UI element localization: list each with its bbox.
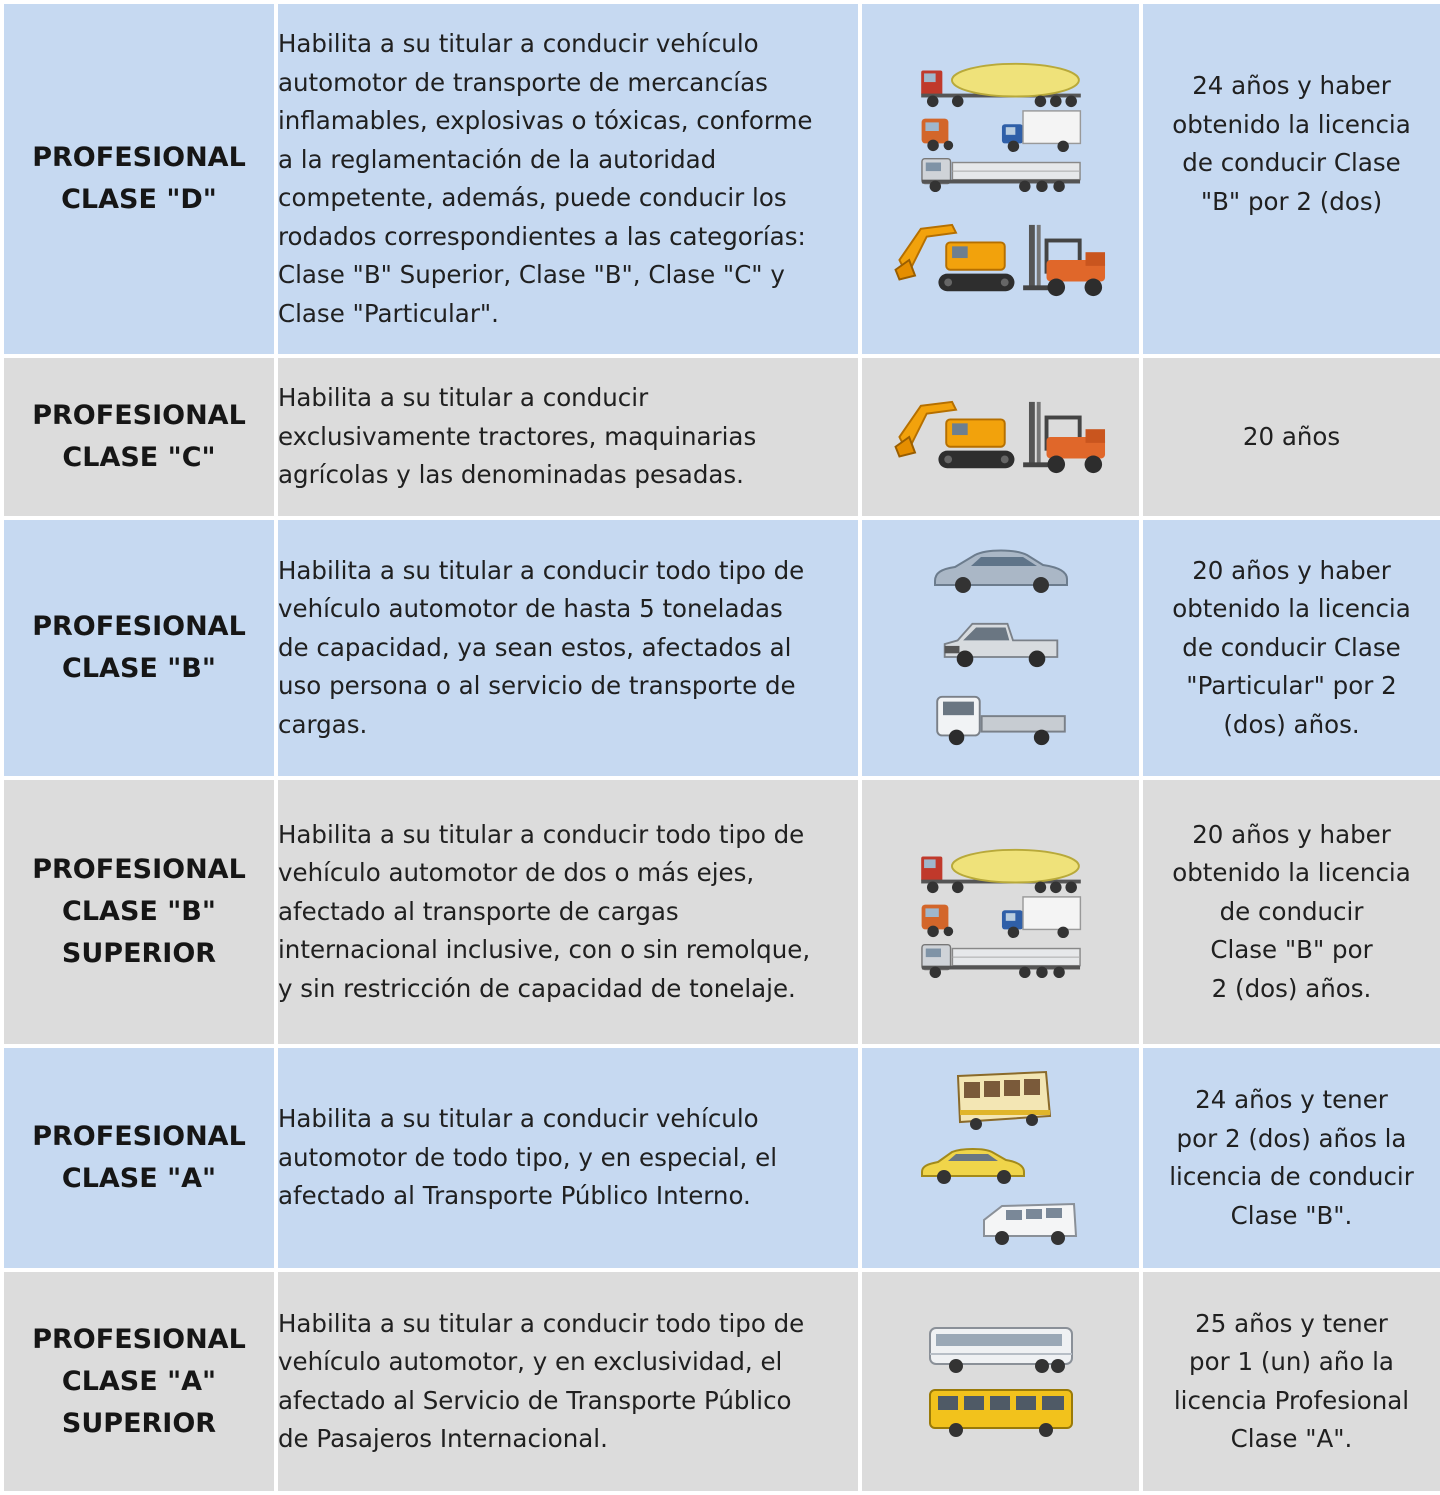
box-truck-icon [916, 895, 1086, 939]
license-class-title: PROFESIONAL CLASE "C" [2, 356, 276, 518]
vehicle-images [860, 356, 1141, 518]
sedan-icon [931, 547, 1071, 595]
license-row-clase-b-superior [2, 778, 1440, 1046]
license-row-clase-a-superior [2, 1270, 1440, 1493]
tanker-truck-icon [916, 59, 1086, 109]
license-description: Habilita a su titular a conducir todo tipo de vehículo automotor de dos o más ejes, afectado al transporte de cargas internacional inclusive, con o sin remolque, y sin restricción de capacidad de tonelaje. [276, 778, 860, 1046]
license-class-title: PROFESIONAL CLASE "B" SUPERIOR [2, 778, 276, 1046]
license-requirement: 24 años y tener por 2 (dos) años la licencia de conducir Clase "B". [1141, 1046, 1440, 1270]
license-row-clase-c [2, 356, 1440, 518]
license-requirement: 20 años y haber obtenido la licencia de conducir Clase "Particular" por 2 (dos) años. [1141, 518, 1440, 778]
taxi-icon [918, 1144, 1028, 1186]
license-row-clase-a [2, 1046, 1440, 1270]
city-bus-icon [954, 1070, 1054, 1132]
minibus-icon [980, 1198, 1080, 1246]
license-description: Habilita a su titular a conducir vehículo automotor de transporte de mercancías inflamables, explosivas o tóxicas, conforme a la reglamentación de la autoridad competente, además, puede conducir los rodados correspondientes a las categorías: Clase "B" Superior, Clase "B", Clase "C" y Clase "Particular". [276, 2, 860, 356]
vehicle-images [860, 518, 1141, 778]
license-description: Habilita a su titular a conducir todo tipo de vehículo automotor, y en exclusividad, el afectado al Servicio de Transporte Público de Pasajeros Internacional. [276, 1270, 860, 1493]
excavator-icon [891, 221, 1019, 299]
license-class-title: PROFESIONAL CLASE "D" [2, 2, 276, 356]
excavator-icon [891, 398, 1019, 476]
license-requirement: 24 años y haber obtenido la licencia de conducir Clase "B" por 2 (dos) [1141, 2, 1440, 356]
license-description: Habilita a su titular a conducir exclusivamente tractores, maquinarias agrícolas y las denominadas pesadas. [276, 356, 860, 518]
license-class-title: PROFESIONAL CLASE "A" SUPERIOR [2, 1270, 276, 1493]
flatbed-truck-icon [916, 939, 1086, 979]
yellow-bus-icon [926, 1386, 1076, 1440]
license-row-clase-d [2, 2, 1440, 356]
license-description: Habilita a su titular a conducir vehículo automotor de todo tipo, y en especial, el afectado al Transporte Público Interno. [276, 1046, 860, 1270]
flatbed-truck-icon [916, 153, 1086, 193]
tanker-truck-icon [916, 845, 1086, 895]
license-class-title: PROFESIONAL CLASE "A" [2, 1046, 276, 1270]
coach-bus-icon [926, 1324, 1076, 1376]
license-row-clase-b [2, 518, 1440, 778]
license-description: Habilita a su titular a conducir todo tipo de vehículo automotor de hasta 5 toneladas de capacidad, ya sean estos, afectados al uso persona o al servicio de transporte de cargas. [276, 518, 860, 778]
forklift-icon [1023, 221, 1111, 299]
vehicle-images [860, 2, 1141, 356]
forklift-icon [1023, 398, 1111, 476]
license-requirement: 20 años y haber obtenido la licencia de conducir Clase "B" por 2 (dos) años. [1141, 778, 1440, 1046]
light-truck-icon [931, 691, 1071, 749]
box-truck-icon [916, 109, 1086, 153]
pickup-icon [941, 617, 1061, 673]
vehicle-images [860, 1270, 1141, 1493]
vehicle-images [860, 778, 1141, 1046]
license-requirement: 25 años y tener por 1 (un) año la licencia Profesional Clase "A". [1141, 1270, 1440, 1493]
license-class-title: PROFESIONAL CLASE "B" [2, 518, 276, 778]
vehicle-images [860, 1046, 1141, 1270]
license-requirement: 20 años [1141, 356, 1440, 518]
